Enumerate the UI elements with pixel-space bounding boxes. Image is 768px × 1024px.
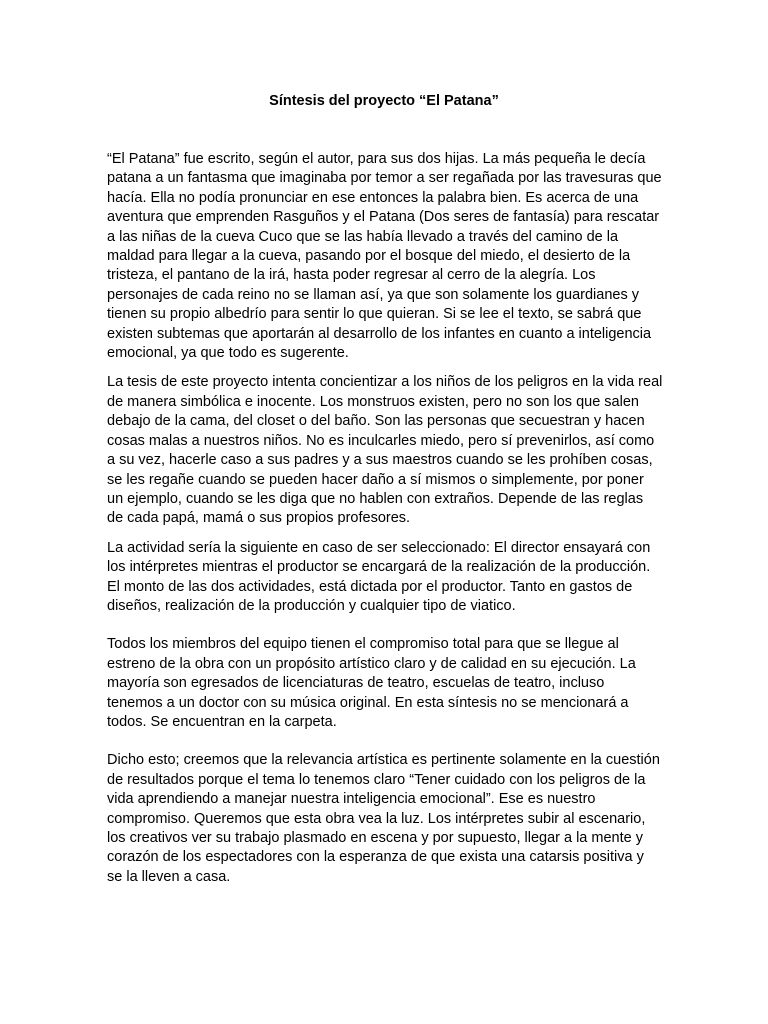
paragraph-3: La actividad sería la siguiente en caso de ser seleccionado: El director ensayará con los intérpretes mientras el productor se encargará de la realización de la producción. El monto de las dos actividades, está dictada por el productor. Tanto en gastos de diseños, realización de la producción y cualquier tipo de viatico. [107,539,651,614]
paragraph-2: La tesis de este proyecto intenta concientizar a los niños de los peligros en la vida real de manera simbólica e inocente. Los monstruos existen, pero no son los que salen debajo de la cama, del closet o del baño. Son las personas que secuestran y hacen cosas malas a nuestros niños. No es inculcarles miedo, pero sí prevenirlos, así como a su vez, hacerle caso a sus padres y a sus maestros cuando se les prohíben cosas, se les regañe cuando se pueden hacer daño a sí mismos o simplemente, por poner un ejemplo, cuando se les diga que no hablen con extraños. Depende de las reglas de cada papá, mamá o sus propios profesores. [107,374,663,527]
paragraph-1: “El Patana” fue escrito, según el autor, para sus dos hijas. La más pequeña le decía patana a un fantasma que imaginaba por temor a ser regañada por las travesuras que hacía. Ella no podía pronunciar en ese entonces la palabra bien. Es acerca de una aventura que emprenden Rasguños y el Patana (Dos seres de fantasía) para rescatar a las niñas de la cueva Cuco que se las había llevado a través del camino de la maldad para llegar a la cueva, pasando por el bosque del miedo, el desierto de la tristeza, el pantano de la irá, hasta poder regresar al cerro de la alegría. Los personajes de cada reino no se llaman así, ya que son solamente los guardianes y tienen su propio albedrío para sentir lo que quieran. Si se lee el texto, se sabrá que existen subtemas que aportarán al desarrollo de los infantes en cuanto a inteligencia emocional, ya que todo es sugerente. [107,151,662,362]
document-body [107,150,663,887]
document-title: Síntesis del proyecto “El Patana” [269,93,499,109]
paragraph-4: Todos los miembros del equipo tienen el compromiso total para que se llegue al estreno de la obra con un propósito artístico claro y de calidad en su ejecución. La mayoría son egresados de licenciaturas de teatro, escuelas de teatro, incluso tenemos a un doctor con su música original. En esta síntesis no se mencionará a todos. Se encuentran en la carpeta. [107,636,636,730]
paragraph-5: Dicho esto; creemos que la relevancia artística es pertinente solamente en la cuestión de resultados porque el tema lo tenemos claro “Tener cuidado con los peligros de la vida aprendiendo a manejar nuestra inteligencia emocional”. Ese es nuestro compromiso. Queremos que esta obra vea la luz. Los intérpretes subir al escenario, los creativos ver su trabajo plasmado en escena y por supuesto, llegar a la mente y corazón de los espectadores con la esperanza de que exista una catarsis positiva y se la lleven a casa. [107,752,660,885]
